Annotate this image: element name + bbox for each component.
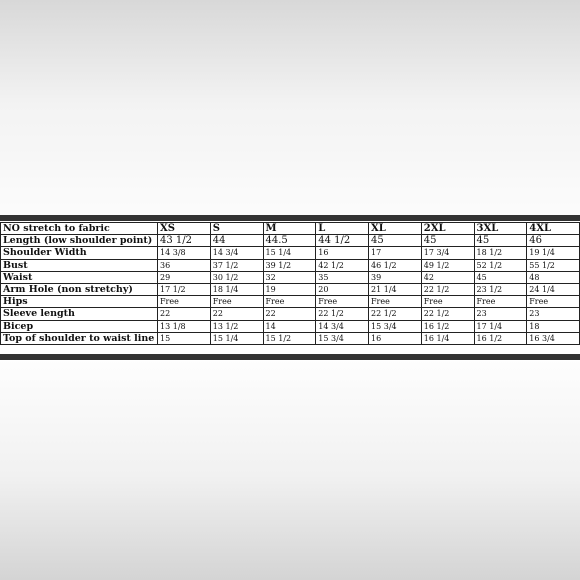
row-label: Waist bbox=[1, 271, 158, 283]
measurement-cell: 45 bbox=[474, 235, 527, 247]
header-size: M bbox=[263, 223, 316, 235]
measurement-cell: 22 bbox=[263, 308, 316, 320]
measurement-cell: 37 1/2 bbox=[210, 259, 263, 271]
measurement-cell: 23 bbox=[527, 308, 580, 320]
row-label: Hips bbox=[1, 296, 158, 308]
header-size: L bbox=[316, 223, 369, 235]
measurement-cell: 30 1/2 bbox=[210, 271, 263, 283]
measurement-cell: 52 1/2 bbox=[474, 259, 527, 271]
table-row bbox=[1, 332, 580, 344]
table-row bbox=[1, 247, 580, 259]
measurement-cell: 14 3/4 bbox=[210, 247, 263, 259]
measurement-cell: 35 bbox=[316, 271, 369, 283]
measurement-cell: 55 1/2 bbox=[527, 259, 580, 271]
measurement-cell: 15 3/4 bbox=[369, 320, 422, 332]
measurement-cell: Free bbox=[316, 296, 369, 308]
measurement-cell: 16 1/2 bbox=[421, 320, 474, 332]
measurement-cell: 17 3/4 bbox=[421, 247, 474, 259]
measurement-cell: Free bbox=[421, 296, 474, 308]
measurement-cell: 15 1/2 bbox=[263, 332, 316, 344]
measurement-cell: 16 bbox=[316, 247, 369, 259]
measurement-cell: 24 1/4 bbox=[527, 283, 580, 295]
measurement-cell: 22 1/2 bbox=[316, 308, 369, 320]
header-size: 4XL bbox=[527, 223, 580, 235]
measurement-cell: 15 bbox=[158, 332, 211, 344]
row-label: Sleeve length bbox=[1, 308, 158, 320]
header-size: XS bbox=[158, 223, 211, 235]
header-size: XL bbox=[369, 223, 422, 235]
measurement-cell: 45 bbox=[421, 235, 474, 247]
header-size: 2XL bbox=[421, 223, 474, 235]
measurement-cell: 17 bbox=[369, 247, 422, 259]
measurement-cell: 36 bbox=[158, 259, 211, 271]
measurement-cell: Free bbox=[369, 296, 422, 308]
measurement-cell: 14 bbox=[263, 320, 316, 332]
header-size: S bbox=[210, 223, 263, 235]
measurement-cell: 42 bbox=[421, 271, 474, 283]
measurement-cell: 13 1/8 bbox=[158, 320, 211, 332]
measurement-cell: 22 1/2 bbox=[369, 308, 422, 320]
measurement-cell: 23 1/2 bbox=[474, 283, 527, 295]
measurement-cell: 21 1/4 bbox=[369, 283, 422, 295]
table-row bbox=[1, 271, 580, 283]
measurement-cell: 39 bbox=[369, 271, 422, 283]
size-chart-table bbox=[0, 222, 580, 345]
measurement-cell: Free bbox=[527, 296, 580, 308]
measurement-cell: 45 bbox=[474, 271, 527, 283]
measurement-cell: 20 bbox=[316, 283, 369, 295]
row-label: Shoulder Width bbox=[1, 247, 158, 259]
measurement-cell: 16 3/4 bbox=[527, 332, 580, 344]
row-label: Length (low shoulder point) bbox=[1, 235, 158, 247]
table-row bbox=[1, 296, 580, 308]
measurement-cell: 18 bbox=[527, 320, 580, 332]
table-row bbox=[1, 259, 580, 271]
measurement-cell: 15 1/4 bbox=[263, 247, 316, 259]
measurement-cell: 18 1/2 bbox=[474, 247, 527, 259]
measurement-cell: 39 1/2 bbox=[263, 259, 316, 271]
table-row bbox=[1, 235, 580, 247]
measurement-cell: 14 3/8 bbox=[158, 247, 211, 259]
measurement-cell: 44.5 bbox=[263, 235, 316, 247]
table-header-row bbox=[1, 223, 580, 235]
measurement-cell: 19 1/4 bbox=[527, 247, 580, 259]
top-border-bar bbox=[0, 215, 580, 221]
measurement-cell: 17 1/4 bbox=[474, 320, 527, 332]
size-chart-panel bbox=[0, 215, 580, 361]
measurement-cell: 43 1/2 bbox=[158, 235, 211, 247]
measurement-cell: 42 1/2 bbox=[316, 259, 369, 271]
measurement-cell: Free bbox=[474, 296, 527, 308]
bottom-border-bar bbox=[0, 354, 580, 360]
row-label: Arm Hole (non stretchy) bbox=[1, 283, 158, 295]
measurement-cell: 49 1/2 bbox=[421, 259, 474, 271]
row-label: Bicep bbox=[1, 320, 158, 332]
measurement-cell: 44 bbox=[210, 235, 263, 247]
measurement-cell: 29 bbox=[158, 271, 211, 283]
row-label: Bust bbox=[1, 259, 158, 271]
size-chart-body bbox=[1, 223, 580, 345]
header-size: 3XL bbox=[474, 223, 527, 235]
measurement-cell: 17 1/2 bbox=[158, 283, 211, 295]
measurement-cell: 18 1/4 bbox=[210, 283, 263, 295]
measurement-cell: 15 3/4 bbox=[316, 332, 369, 344]
row-label: Top of shoulder to waist line bbox=[1, 332, 158, 344]
measurement-cell: 48 bbox=[527, 271, 580, 283]
measurement-cell: 16 1/4 bbox=[421, 332, 474, 344]
measurement-cell: Free bbox=[263, 296, 316, 308]
measurement-cell: Free bbox=[158, 296, 211, 308]
table-row bbox=[1, 320, 580, 332]
measurement-cell: 15 1/4 bbox=[210, 332, 263, 344]
measurement-cell: 23 bbox=[474, 308, 527, 320]
measurement-cell: 32 bbox=[263, 271, 316, 283]
measurement-cell: 22 1/2 bbox=[421, 283, 474, 295]
measurement-cell: 16 bbox=[369, 332, 422, 344]
measurement-cell: 46 bbox=[527, 235, 580, 247]
measurement-cell: 14 3/4 bbox=[316, 320, 369, 332]
table-row bbox=[1, 283, 580, 295]
measurement-cell: Free bbox=[210, 296, 263, 308]
measurement-cell: 22 bbox=[158, 308, 211, 320]
measurement-cell: 46 1/2 bbox=[369, 259, 422, 271]
measurement-cell: 45 bbox=[369, 235, 422, 247]
measurement-cell: 22 bbox=[210, 308, 263, 320]
measurement-cell: 13 1/2 bbox=[210, 320, 263, 332]
table-row bbox=[1, 308, 580, 320]
measurement-cell: 22 1/2 bbox=[421, 308, 474, 320]
measurement-cell: 19 bbox=[263, 283, 316, 295]
measurement-cell: 44 1/2 bbox=[316, 235, 369, 247]
header-label: NO stretch to fabric bbox=[1, 223, 158, 235]
measurement-cell: 16 1/2 bbox=[474, 332, 527, 344]
